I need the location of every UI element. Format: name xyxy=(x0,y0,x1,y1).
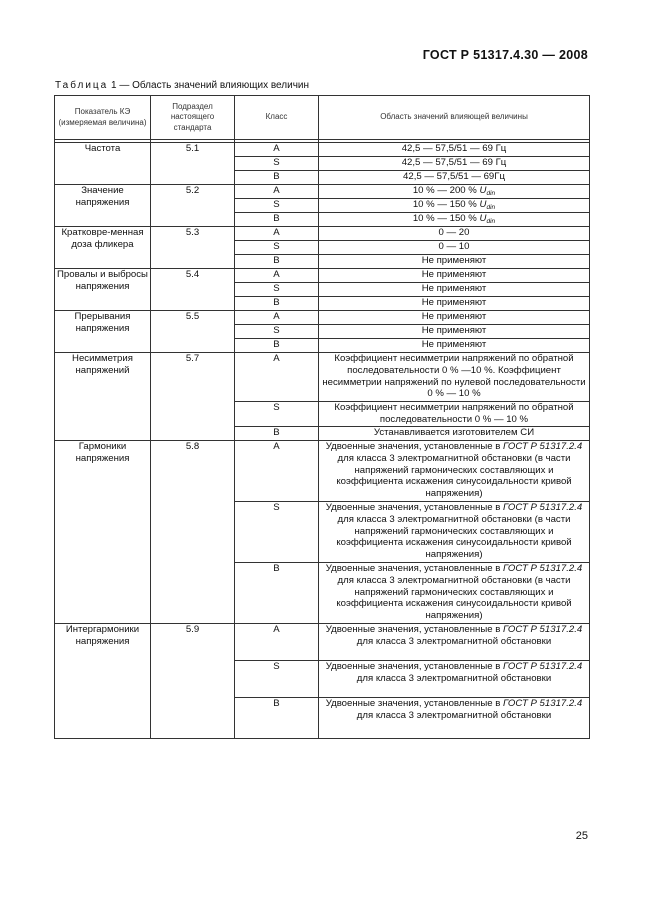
range-cell: Удвоенные значения, установленные в ГОСТ Р 51317.2.4 для класса 3 электромагнитной обстановки (в части напряжений гармонических составляющих и коэффициента искажения синусоидальности кривой напряжения) xyxy=(319,563,590,624)
class-cell: A xyxy=(235,624,319,661)
caption-prefix: Таблица xyxy=(55,80,109,91)
range-cell: Не применяют xyxy=(319,255,590,269)
caption-number: 1 xyxy=(111,80,117,91)
indicator-cell: Кратковре-менная доза фликера xyxy=(55,227,151,269)
section-cell: 5.9 xyxy=(151,624,235,739)
page-number: 25 xyxy=(575,830,588,842)
class-cell: B xyxy=(235,427,319,441)
class-cell: B xyxy=(235,698,319,739)
class-cell: A xyxy=(235,441,319,502)
section-cell: 5.2 xyxy=(151,185,235,227)
table-row xyxy=(55,624,590,661)
range-cell: 10 % — 200 % $U_{din}$ xyxy=(319,185,590,199)
section-cell: 5.5 xyxy=(151,311,235,353)
indicator-cell: Несимметрия напряжений xyxy=(55,353,151,441)
indicator-cell: Интергармоники напряжения xyxy=(55,624,151,739)
range-cell: Удвоенные значения, установленные в ГОСТ Р 51317.2.4 для класса 3 электромагнитной обстановки (в части напряжений гармонических составляющих и коэффициента искажения синусоидальности кривой напряжения) xyxy=(319,502,590,563)
table-row xyxy=(55,227,590,241)
range-cell: 42,5 — 57,5/51 — 69 Гц xyxy=(319,143,590,157)
class-cell: A xyxy=(235,311,319,325)
range-cell: Не применяют xyxy=(319,311,590,325)
class-cell: S xyxy=(235,402,319,427)
class-cell: B xyxy=(235,339,319,353)
table-row xyxy=(55,143,590,157)
indicator-cell: Значение напряжения xyxy=(55,185,151,227)
range-cell: Не применяют xyxy=(319,269,590,283)
col-header-subsection: Подраздел настоящего стандарта xyxy=(151,96,235,140)
range-cell: Удвоенные значения, установленные в ГОСТ Р 51317.2.4 для класса 3 электромагнитной обстановки xyxy=(319,661,590,698)
class-cell: A xyxy=(235,143,319,157)
class-cell: B xyxy=(235,255,319,269)
class-cell: A xyxy=(235,353,319,402)
class-cell: S xyxy=(235,283,319,297)
col-header-class: Класс xyxy=(235,96,319,140)
table-caption xyxy=(55,80,309,91)
range-cell: Удвоенные значения, установленные в ГОСТ Р 51317.2.4 для класса 3 электромагнитной обстановки (в части напряжений гармонических составляющих и коэффициента искажения синусоидальности кривой напряжения) xyxy=(319,441,590,502)
range-cell: 0 — 10 xyxy=(319,241,590,255)
section-cell: 5.4 xyxy=(151,269,235,311)
range-cell: 0 — 20 xyxy=(319,227,590,241)
indicator-cell: Гармоники напряжения xyxy=(55,441,151,624)
influence-quantities-table xyxy=(54,95,590,739)
class-cell: A xyxy=(235,227,319,241)
class-cell: B xyxy=(235,297,319,311)
class-cell: B xyxy=(235,213,319,227)
range-cell: 42,5 — 57,5/51 — 69Гц xyxy=(319,171,590,185)
class-cell: S xyxy=(235,502,319,563)
col-header-range: Область значений влияющей величины xyxy=(319,96,590,140)
indicator-cell: Частота xyxy=(55,143,151,185)
class-cell: B xyxy=(235,563,319,624)
class-cell: S xyxy=(235,241,319,255)
section-cell: 5.1 xyxy=(151,143,235,185)
range-cell: Удвоенные значения, установленные в ГОСТ Р 51317.2.4 для класса 3 электромагнитной обстановки xyxy=(319,624,590,661)
table-header-row xyxy=(55,96,590,140)
class-cell: S xyxy=(235,199,319,213)
indicator-cell: Прерывания напряжения xyxy=(55,311,151,353)
class-cell: B xyxy=(235,171,319,185)
class-cell: S xyxy=(235,157,319,171)
range-cell: 10 % — 150 % $U_{din}$ xyxy=(319,213,590,227)
range-cell: Не применяют xyxy=(319,297,590,311)
range-cell: Удвоенные значения, установленные в ГОСТ Р 51317.2.4 для класса 3 электромагнитной обстановки xyxy=(319,698,590,739)
document-id: ГОСТ Р 51317.4.30 — 2008 xyxy=(422,48,588,62)
range-cell: Не применяют xyxy=(319,283,590,297)
table-row xyxy=(55,311,590,325)
table-row xyxy=(55,353,590,402)
class-cell: S xyxy=(235,661,319,698)
table-row xyxy=(55,269,590,283)
caption-text: — Область значений влияющих величин xyxy=(119,80,310,91)
table-row xyxy=(55,185,590,199)
section-cell: 5.7 xyxy=(151,353,235,441)
range-cell: 10 % — 150 % $U_{din}$ xyxy=(319,199,590,213)
range-cell: Устанавливается изготовителем СИ xyxy=(319,427,590,441)
class-cell: A xyxy=(235,269,319,283)
range-cell: Не применяют xyxy=(319,339,590,353)
range-cell: 42,5 — 57,5/51 — 69 Гц xyxy=(319,157,590,171)
class-cell: A xyxy=(235,185,319,199)
section-cell: 5.8 xyxy=(151,441,235,624)
range-cell: Не применяют xyxy=(319,325,590,339)
col-header-indicator: Показатель КЭ (измеряемая величина) xyxy=(55,96,151,140)
indicator-cell: Провалы и выбросы напряжения xyxy=(55,269,151,311)
table-row xyxy=(55,441,590,502)
class-cell: S xyxy=(235,325,319,339)
range-cell: Коэффициент несимметрии напряжений по обратной последовательности 0 % — 10 % xyxy=(319,402,590,427)
section-cell: 5.3 xyxy=(151,227,235,269)
range-cell: Коэффициент несимметрии напряжений по обратной последовательности 0 % —10 %. Коэффициент несимметрии напряжений по нулевой последовательности 0 % — 10 % xyxy=(319,353,590,402)
